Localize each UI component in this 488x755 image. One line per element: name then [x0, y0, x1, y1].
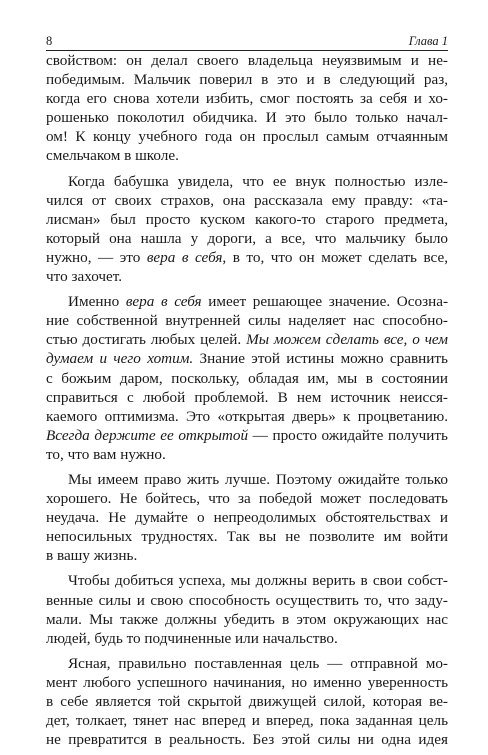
text-run: неудача. Не думайте о непреодолимых обстоятельствах и: [46, 509, 448, 527]
text-line: [46, 445, 448, 464]
text-run: непосильных трудностях. Так вы не позволите им войти: [46, 528, 448, 546]
text-run: — просто ожидайте получить: [248, 426, 448, 444]
text-line: [46, 191, 448, 210]
running-head: Глава 1: [408, 34, 448, 48]
paragraph: [46, 654, 448, 749]
text-line: [46, 470, 448, 489]
text-line: [46, 591, 448, 610]
text-run: с божьим даром, поскольку, обладая им, мы в состоянии: [46, 369, 448, 387]
text-line: [46, 426, 448, 445]
page-number: 8: [46, 34, 53, 48]
text-run: Знание этой истины можно сравнить: [193, 350, 448, 368]
text-run: венные силы и свою способность осуществить то, что заду-: [46, 591, 448, 609]
paragraph: [46, 571, 448, 647]
text-run: людей, будь то подчиненные или начальство.: [46, 629, 338, 647]
paragraph: [46, 292, 448, 464]
text-line: [46, 527, 448, 546]
text-run: когда его снова хотели избить, смог постоять за себя и хо-: [46, 90, 448, 108]
text-run: то, что вам нужно.: [46, 445, 166, 463]
text-line: [46, 508, 448, 527]
text-run: смельчаком в школе.: [46, 147, 179, 165]
text-run: в себе является той скрытой движущей силой, которая ве-: [46, 693, 448, 710]
text-run: каемого оптимизма. Это «открытая дверь» к процветанию.: [46, 407, 448, 425]
text-line: [46, 349, 448, 368]
text-run: мали. Мы также должны убедить в этом окружающих нас: [46, 610, 448, 628]
text-run: Чтобы добиться успеха, мы должны верить в свои собст-: [68, 572, 448, 590]
text-line: [46, 311, 448, 330]
text-line: [46, 673, 448, 692]
text-line: [46, 546, 448, 565]
page-header: [46, 34, 448, 50]
text-line: [46, 571, 448, 590]
text-run: Именно: [68, 293, 126, 311]
text-line: [46, 89, 448, 108]
text-line: [46, 146, 448, 165]
text-line: [46, 210, 448, 229]
text-run: справиться с любой проблемой. В нем источник неисся-: [46, 388, 448, 406]
text-run: в вашу жизнь.: [46, 547, 138, 565]
text-line: [46, 369, 448, 388]
body-text: [46, 51, 448, 755]
text-line: [46, 248, 448, 267]
paragraph: [46, 51, 448, 166]
text-line: [46, 388, 448, 407]
text-run: , в то, что он может сделать все,: [222, 248, 448, 266]
text-line: [46, 127, 448, 146]
text-line: [46, 711, 448, 730]
text-run: победимым. Мальчик поверил в это и в следующий раз,: [46, 71, 448, 89]
text-run: что захочет.: [46, 268, 123, 286]
text-run: имеет решающее значение. Осозна-: [201, 293, 449, 311]
text-line: [46, 108, 448, 127]
italic-text: Всегда держите ее открытой: [46, 426, 249, 444]
text-run: лисман» был просто куском какого-то старого предмета,: [46, 210, 448, 228]
italic-text: Мы можем сделать все, о чем: [246, 331, 448, 349]
text-line: [46, 229, 448, 248]
text-line: [46, 730, 448, 749]
text-run: который она нашла у дороги, а все, что мальчику было: [46, 229, 448, 247]
text-line: [46, 172, 448, 191]
text-line: [46, 610, 448, 629]
text-line: [46, 629, 448, 648]
text-line: [46, 292, 448, 311]
text-run: мент любого успешного начинания, но именно уверенность: [46, 673, 448, 691]
text-run: рошенько поколотил обидчика. И это было только начал-: [46, 109, 448, 127]
text-run: Ясная, правильно поставленная цель — отправной мо-: [68, 654, 448, 672]
text-run: Когда бабушка увидела, что ее внук полностью изле-: [68, 172, 448, 190]
text-line: [46, 330, 448, 349]
text-line: [46, 692, 448, 711]
text-line: [46, 267, 448, 286]
text-run: не превратится в реальность. Без этой силы ни одна идея: [46, 731, 448, 749]
text-line: [46, 489, 448, 508]
italic-text: вера в себя: [146, 248, 223, 266]
text-line: [46, 654, 448, 673]
text-run: хорошего. Не бойтесь, что за победой может последовать: [46, 490, 448, 508]
text-run: дет, толкает, тянет нас вперед и вперед, пока заданная цель: [46, 712, 448, 730]
text-run: чился от своих страхов, она рассказала ему правду: «та-: [46, 191, 448, 209]
text-run: нужно, — это: [46, 248, 147, 266]
text-run: ом! К концу учебного года он прослыл самым отчаянным: [46, 128, 448, 146]
text-line: [46, 407, 448, 426]
paragraph: [46, 172, 448, 287]
text-run: свойством: он делал своего владельца неуязвимым и не-: [46, 52, 448, 69]
text-run: Мы имеем право жить лучше. Поэтому ожидайте только: [68, 470, 448, 488]
paragraph: [46, 470, 448, 565]
text-run: стью достигать любых целей.: [46, 331, 247, 349]
text-line: [46, 51, 448, 70]
text-line: [46, 70, 448, 89]
text-run: ние собственной внутренней силы наделяет нас способно-: [46, 312, 448, 330]
italic-text: вера в себя: [125, 293, 202, 311]
italic-text: думаем и чего хотим.: [46, 350, 194, 368]
